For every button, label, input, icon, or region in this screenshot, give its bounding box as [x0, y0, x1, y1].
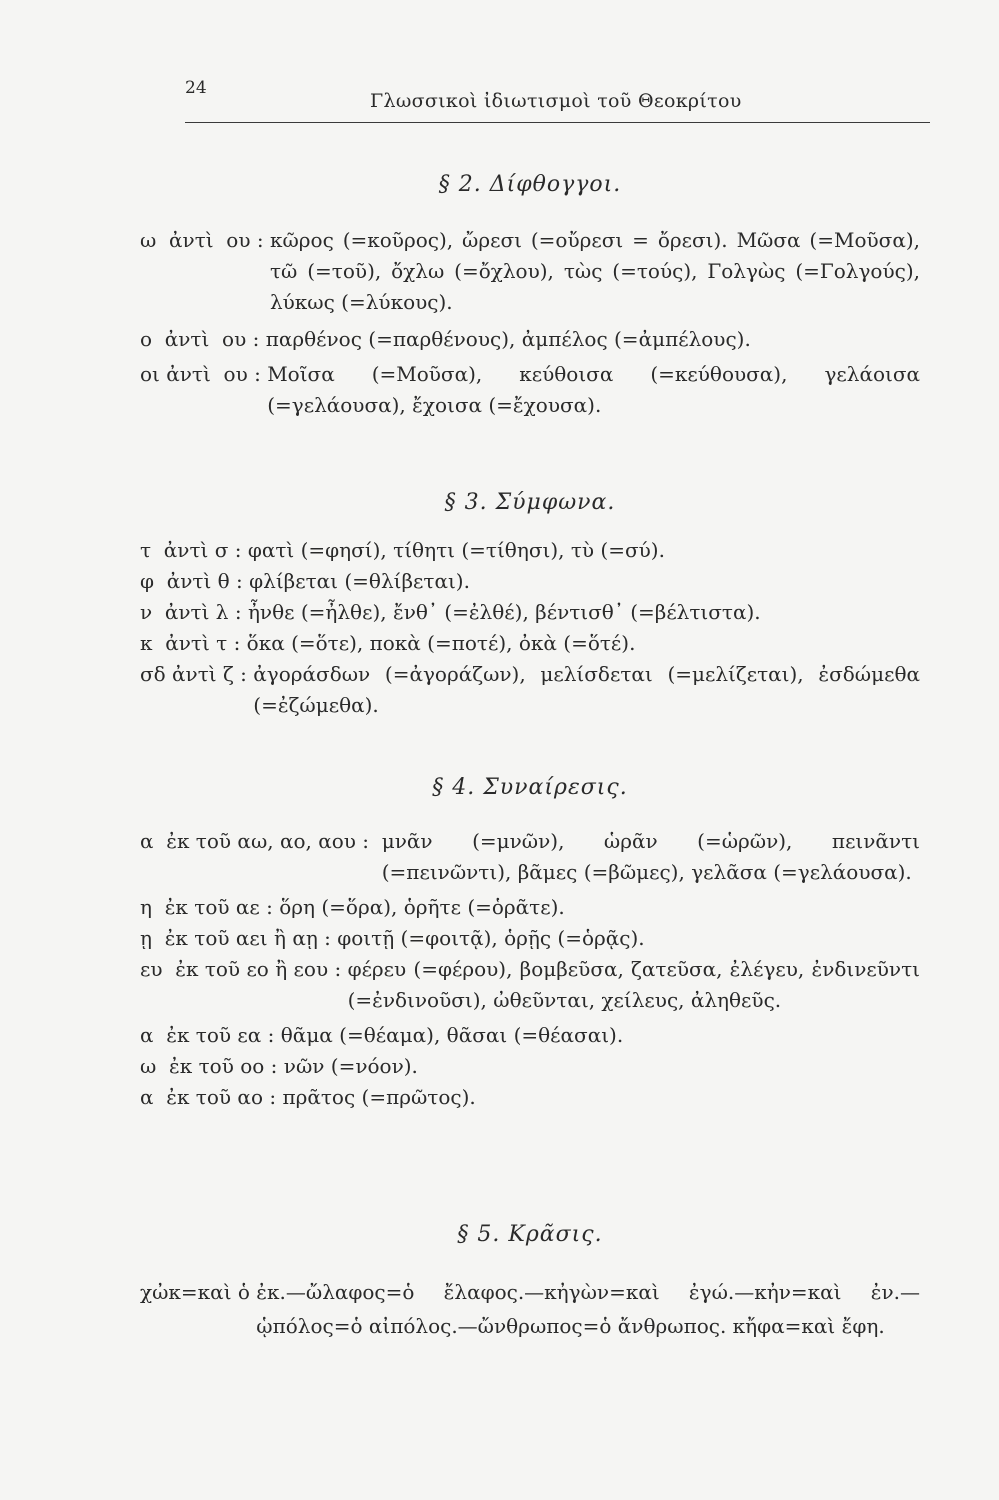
section-heading: § 3. Σύμφωνα. [444, 490, 616, 515]
entry-label: φ ἀντὶ θ : [140, 569, 250, 593]
entry-text: θᾶμα (=θέαμα), θᾶσαι (=θέασαι). [280, 1023, 624, 1047]
entry-label: τ ἀντὶ σ : [140, 538, 248, 562]
entry-label: σδ ἀντὶ ζ : [140, 662, 254, 686]
entry-label: α ἐκ τοῦ αο : [140, 1085, 283, 1109]
entry-label: ω ἀντὶ ου : [140, 228, 270, 252]
entry-label: ω ἐκ τοῦ οο : [140, 1054, 284, 1078]
entry-text: κῶρος (=κοῦρος), ὤρεσι (=οὔρεσι = ὄρεσι). Μῶσα (=Μοῦσα), τῶ (=τοῦ), ὄχλω (=ὄχλου), τὼς (=τούς), Γολγὼς (=Γολγούς), λύκως (=λύκους). [269, 228, 920, 314]
entry-label: ευ ἐκ τοῦ εο ἢ εου : [140, 957, 348, 981]
entry-label: χὠκ=καὶ ὁ [140, 1280, 257, 1304]
entry-label: α ἐκ τοῦ αω, αο, αου : [140, 829, 382, 853]
entry-text: φέρευ (=φέρου), βομβεῦσα, ζατεῦσα, ἐλέγευ, ἐνδινεῦντι (=ἐνδινοῦσι), ὠθεῦνται, χείλευς, ἀληθεῦς. [347, 957, 920, 1012]
entry [140, 566, 920, 597]
section-heading: § 5. Κρᾶσις. [457, 1222, 603, 1247]
entry-text: Μοῖσα (=Μοῦσα), κεύθοισα (=κεύθουσα), γελάοισα (=γελάουσα), ἔχοισα (=ἔχουσα). [267, 362, 920, 417]
entry [140, 1020, 920, 1051]
page-header [185, 78, 930, 138]
entry [140, 225, 920, 318]
entry-text: φλίβεται (=θλίβεται). [249, 569, 470, 593]
section-contraction [140, 775, 920, 1113]
entry-text: ἐκ.—ὤλαφος=ὁ ἔλαφος.—κἠγὼν=καὶ ἐγώ.—κἠν=καὶ ἐν.—ᾡπόλος=ὁ αἰπόλος.—ὤνθρωπος=ὁ ἄνθρωπος. κἤφα=καὶ ἔφη. [256, 1280, 920, 1338]
section-crasis [140, 1222, 920, 1343]
entry [140, 324, 920, 355]
entry [140, 359, 920, 421]
entry-label: η ἐκ τοῦ αε : [140, 895, 280, 919]
entry-text: παρθένος (=παρθένους), ἀμπέλος (=ἀμπέλους). [265, 327, 751, 351]
entry [140, 659, 920, 721]
entry-text: νῶν (=νόον). [283, 1054, 418, 1078]
entry-label: α ἐκ τοῦ εα : [140, 1023, 281, 1047]
entry-label: ῃ ἐκ τοῦ αει ἢ αῃ : [140, 926, 338, 950]
entry-text: φατὶ (=φησί), τίθητι (=τίθησι), τὺ (=σύ). [247, 538, 665, 562]
entry [140, 954, 920, 1016]
entry-text: ὅρη (=ὅρα), ὁρῆτε (=ὁρᾶτε). [279, 895, 565, 919]
entry-label: κ ἀντὶ τ : [140, 631, 247, 655]
entry-text: πρᾶτος (=πρῶτος). [282, 1085, 476, 1109]
entry-label: ο ἀντὶ ου : [140, 327, 266, 351]
entry-text: φοιτῇ (=φοιτᾷ), ὁρῇς (=ὁρᾷς). [337, 926, 645, 950]
header-rule [185, 122, 930, 123]
section-consonants [140, 490, 920, 721]
section-heading: § 4. Συναίρεσις. [432, 775, 628, 800]
entry [140, 923, 920, 954]
entry [140, 1082, 920, 1113]
entry [140, 1275, 920, 1343]
entry [140, 535, 920, 566]
entry-label: οι ἀντὶ ου : [140, 362, 268, 386]
entry [140, 628, 920, 659]
entry-text: ἀγοράσδων (=ἀγοράζων), μελίσδεται (=μελίζεται), ἐσδώμεθα (=ἐζώμεθα). [253, 662, 920, 717]
page-number: 24 [185, 78, 207, 98]
entry-text: ἦνθε (=ἦλθε), ἔνθ᾽ (=ἐλθέ), βέντισθ᾽ (=βέλτιστα). [247, 600, 761, 624]
entry-text: μνᾶν (=μνῶν), ὡρᾶν (=ὡρῶν), πεινᾶντι (=πεινῶντι), βᾶμες (=βῶμες), γελᾶσα (=γελάουσα). [381, 829, 920, 884]
entry [140, 892, 920, 923]
running-title: Γλωσσικοὶ ἰδιωτισμοὶ τοῦ Θεοκρίτου [370, 90, 742, 112]
entry-label: ν ἀντὶ λ : [140, 600, 248, 624]
entry [140, 826, 920, 888]
section-diphthongs [140, 172, 920, 421]
entry [140, 1051, 920, 1082]
entry-text: ὅκα (=ὅτε), ποκὰ (=ποτέ), ὀκὰ (=ὅτέ). [246, 631, 636, 655]
entry [140, 597, 920, 628]
section-heading: § 2. Δίφθογγοι. [438, 172, 622, 197]
